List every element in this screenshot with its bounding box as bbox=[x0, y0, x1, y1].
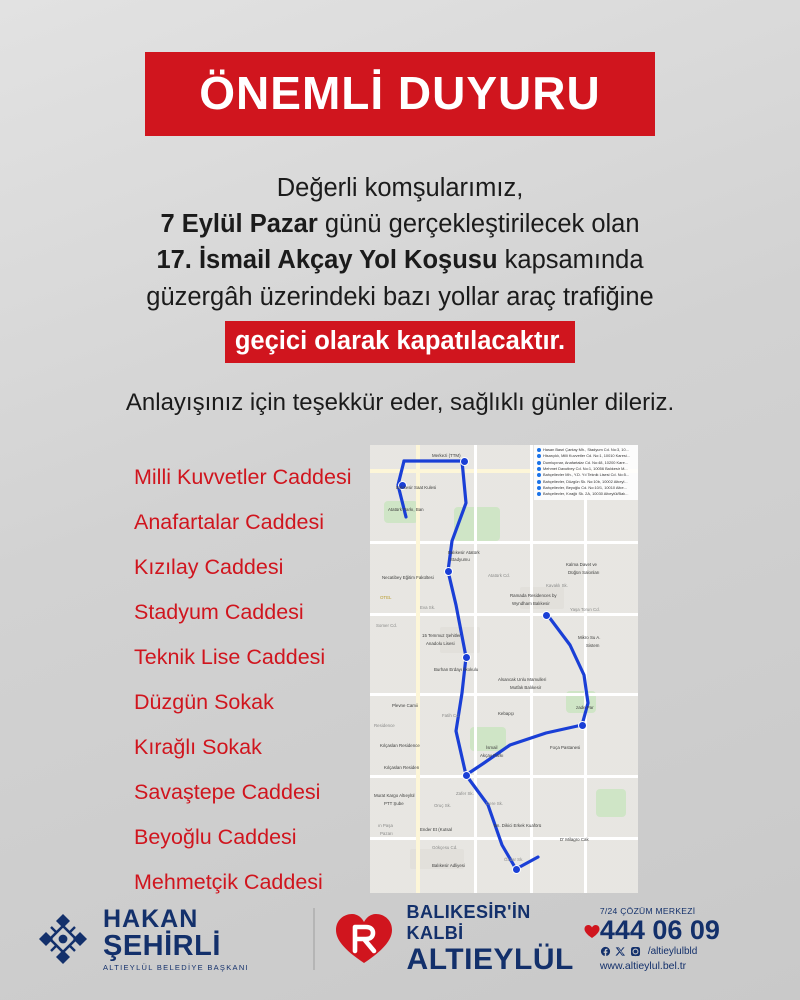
bullet-icon bbox=[537, 454, 541, 458]
thanks-text: Anlayışınız için teşekkür eder, sağlıklı günler dileriz. bbox=[125, 389, 675, 417]
list-item: Beyoğlu Caddesi bbox=[134, 825, 297, 850]
bullet-icon bbox=[537, 461, 541, 465]
address-text: Hisarçıklı, Milli Kuvvetler Cd. No:1, 10010 Karesi... bbox=[543, 453, 630, 459]
small-heart-icon bbox=[584, 924, 600, 940]
brand-name: ALTIEYLÜL bbox=[406, 943, 574, 977]
list-item: Teknik Lise Caddesi bbox=[134, 645, 326, 670]
map-label: Merkezi (TTM) bbox=[432, 453, 461, 459]
contact-block bbox=[600, 906, 764, 972]
intro-line-4: güzergâh üzerindeki bazı yollar araç trafiğine bbox=[146, 282, 654, 311]
phone-number[interactable]: 444 06 09 bbox=[599, 914, 720, 945]
footer-divider bbox=[313, 908, 314, 970]
bullet-icon bbox=[537, 448, 541, 452]
list-item: Savaştepe Caddesi bbox=[134, 780, 321, 805]
mayor-last-name: ŞEHİRLİ bbox=[103, 929, 221, 962]
map-label: Düğün Salonları bbox=[568, 570, 600, 576]
address-item bbox=[537, 491, 636, 497]
map-pin[interactable] bbox=[512, 865, 521, 874]
bullet-icon bbox=[537, 467, 541, 471]
mayor-title: ALTIEYLÜL BELEDİYE BAŞKANI bbox=[103, 962, 249, 972]
mayor-block bbox=[36, 904, 295, 972]
map-label: Yaşa Torun Cd. bbox=[570, 607, 600, 613]
map-label: Alsancak Unlu Mamulleri bbox=[498, 677, 547, 683]
intro-line-3 bbox=[56, 242, 744, 278]
map-label: Atatürk Cd. bbox=[488, 573, 510, 579]
map-address-list bbox=[534, 445, 638, 500]
map-label: ın Paşa bbox=[378, 823, 393, 829]
intro-line-3-rest: kapsamında bbox=[497, 246, 644, 275]
footer bbox=[0, 878, 800, 1000]
closure-highlight: geçici olarak kapatılacaktır. bbox=[225, 321, 575, 363]
map-label: Mikro Su A. bbox=[578, 635, 601, 641]
map-label: Eva Sk. bbox=[420, 605, 436, 611]
bullet-icon bbox=[537, 486, 541, 490]
map-label: Pazarı bbox=[380, 831, 393, 837]
social-handle[interactable]: /altieylulbld bbox=[647, 946, 698, 958]
map-pin[interactable] bbox=[542, 611, 551, 620]
x-twitter-icon[interactable] bbox=[615, 946, 626, 957]
municipality-brand bbox=[333, 902, 600, 976]
list-item: Milli Kuvvetler Caddesi bbox=[134, 465, 352, 490]
address-text: Bahçelievler, Beyoğlu Cd. No:10/1, 10010 Altıe... bbox=[543, 484, 627, 490]
page-title: ÖNEMLİ DUYURU bbox=[145, 52, 654, 136]
map-label: PTT Şube bbox=[384, 801, 404, 807]
map-label: Balıkesir Adliyesi bbox=[432, 863, 465, 869]
map-label: Foça Pastanesi bbox=[550, 745, 581, 751]
map-label: Stadyumu bbox=[450, 557, 470, 563]
address-text: Dumlupınar, Anafartalar Cd. No:48, 10200 Kare... bbox=[543, 459, 628, 465]
heart-logo-icon bbox=[333, 911, 395, 967]
map-label: Residence bbox=[374, 723, 395, 729]
list-item: Anafartalar Caddesi bbox=[134, 510, 325, 535]
list-item: Stadyum Caddesi bbox=[134, 600, 304, 625]
map-label: Somer Cd. bbox=[376, 623, 397, 629]
route-map bbox=[370, 445, 638, 893]
map-label: Gökçesu Cd. bbox=[432, 845, 458, 851]
intro-line-2 bbox=[56, 206, 744, 242]
address-text: Bahçelievler, Kırağlı Sk. 2A, 10030 Altıeylül/Balı... bbox=[543, 491, 629, 497]
address-text: Hasan Basri Çantay Mh., Stadyum Cd. No:3, 10... bbox=[543, 447, 629, 453]
event-date: 7 Eylül Pazar bbox=[160, 210, 318, 239]
map-label: Necatibey Eğitim Fakültesi bbox=[382, 575, 434, 581]
map-label: D' Milagro Cak bbox=[560, 837, 589, 843]
list-item: Düzgün Sokak bbox=[134, 690, 274, 715]
header-banner-wrap bbox=[0, 0, 800, 136]
mayor-name bbox=[103, 904, 249, 972]
map-label: İsmail bbox=[486, 745, 498, 751]
map-label: Atatürk Parkı, Ban bbox=[388, 507, 424, 513]
website-url[interactable]: www.altieylul.bel.tr bbox=[599, 960, 687, 973]
map-pin[interactable] bbox=[462, 653, 471, 662]
mayor-first-name: HAKAN bbox=[103, 904, 199, 933]
list-item: Kırağlı Sokak bbox=[134, 735, 262, 760]
list-item: Mehmetçik Caddesi bbox=[134, 870, 323, 895]
map-pin[interactable] bbox=[444, 567, 453, 576]
map-pin[interactable] bbox=[462, 771, 471, 780]
map-label: Akçay Parkı bbox=[480, 753, 504, 759]
map-label: 15 Temmuz Şehitler bbox=[422, 633, 461, 639]
bullet-icon bbox=[537, 480, 541, 484]
map-label: Dere Sk. bbox=[486, 801, 504, 807]
map-label: Sistem bbox=[586, 643, 600, 649]
closed-streets-list bbox=[34, 445, 364, 917]
map-pin[interactable] bbox=[578, 721, 587, 730]
map-label: Burhan Erdayı İlkokulu bbox=[434, 667, 479, 673]
map-label: Kalma Davet ve bbox=[566, 562, 597, 568]
map-label: Wyndham Balıkesir bbox=[512, 601, 550, 607]
event-name: 17. İsmail Akçay Yol Koşusu bbox=[156, 246, 498, 275]
intro-line-2-rest: günü gerçekleştirilecek olan bbox=[317, 210, 640, 239]
map-label: Kılçaslan Residence bbox=[380, 743, 420, 749]
bullet-icon bbox=[537, 492, 541, 496]
facebook-icon[interactable] bbox=[600, 946, 611, 957]
map-label: Fatih Cd. bbox=[442, 713, 460, 719]
address-text: Mehmet Davutbey Cd. No:1, 10056 Balıkesir M... bbox=[543, 466, 628, 471]
call-center-label: 7/24 ÇÖZÜM MERKEZİ bbox=[599, 905, 696, 916]
map-label: Oruç Sk. bbox=[434, 803, 452, 809]
ottoman-motif-icon bbox=[36, 912, 90, 966]
map-label: Balıkesir Atatürk bbox=[448, 550, 480, 556]
address-text: Bahçelievler Mh., Y.D. Yıl Teknik Lisesi Cd. No:5... bbox=[543, 472, 630, 478]
map-label: Mutfak Balıkesir bbox=[510, 685, 542, 691]
map-label: Plevne Camii bbox=[392, 703, 418, 709]
announcement-text bbox=[0, 170, 800, 363]
intro-highlight-wrap bbox=[56, 321, 744, 363]
map-label: Özdar Sk. bbox=[504, 857, 524, 863]
map-pin[interactable] bbox=[460, 457, 469, 466]
bullet-icon bbox=[537, 473, 541, 477]
map-label: Bn. Dikici Erkek Kuaförü bbox=[494, 823, 542, 829]
map-label: Zafer Sk. bbox=[456, 791, 474, 797]
brand-tagline: BALIKESİR'İN KALBİ bbox=[406, 902, 531, 944]
map-label: Kebapçı bbox=[498, 711, 515, 717]
map-label: Kavaklı Sk. bbox=[546, 583, 568, 589]
list-item: Kızılay Caddesi bbox=[134, 555, 284, 580]
map-label: Balıkesir Saat Kulesi bbox=[396, 485, 437, 491]
map-label: Anadolu Lisesi bbox=[426, 641, 455, 647]
social-row bbox=[600, 946, 764, 957]
instagram-icon[interactable] bbox=[630, 946, 641, 957]
intro-line-1: Değerli komşularımız, bbox=[276, 174, 524, 202]
map-label: Kılçaslan Residen bbox=[384, 765, 420, 771]
map-label: Murat Kargo Altıeylül bbox=[374, 793, 415, 799]
map-label: zade Par bbox=[576, 705, 594, 711]
map-label: Ender Et (Kutsal bbox=[420, 827, 452, 833]
address-text: Bahçelievler, Düzgün Sk. No:10b, 10002 Altıeyl... bbox=[543, 478, 628, 484]
map-label: Ramada Residences by bbox=[510, 593, 557, 599]
brand-text bbox=[407, 902, 574, 976]
map-label: OTEL bbox=[380, 595, 392, 601]
content-row bbox=[0, 445, 800, 917]
